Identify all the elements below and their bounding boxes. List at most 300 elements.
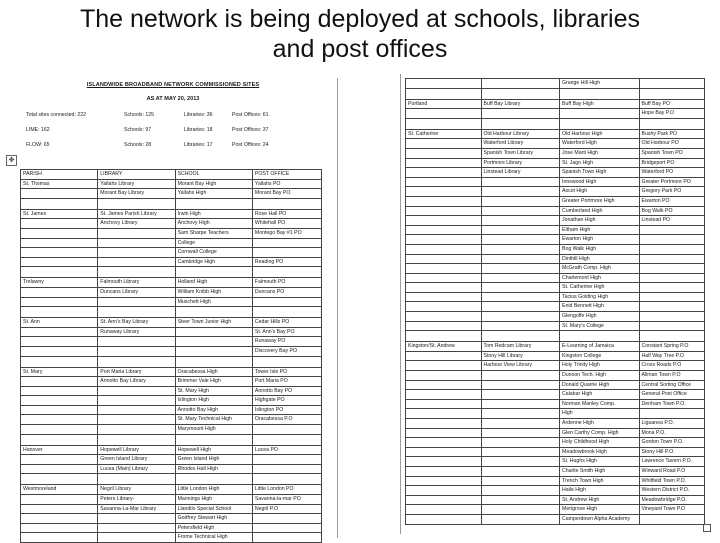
table-row	[21, 179, 322, 189]
table-cell	[406, 495, 482, 505]
table-cell: Waterford Library	[481, 139, 560, 149]
table-cell	[21, 337, 98, 347]
table-row	[406, 495, 705, 505]
table-cell	[406, 505, 482, 515]
table-cell: St. James Parish Library	[98, 209, 175, 219]
sites-table-left-body	[21, 179, 322, 542]
column-header-library: LIBRARY	[98, 170, 175, 180]
table-cell: Brimmer Vale High	[175, 377, 252, 387]
table-cell	[481, 331, 560, 342]
table-cell	[639, 331, 704, 342]
table-cell: Spanish Town High	[560, 168, 640, 178]
table-cell: Negril Library	[98, 485, 175, 495]
table-cell: Hopewell Library	[98, 445, 175, 455]
stat-lime: LIME: 162	[26, 126, 50, 133]
table-cell	[21, 523, 98, 533]
table-row	[406, 292, 705, 302]
table-cell	[21, 415, 98, 425]
table-row	[21, 514, 322, 524]
table-cell	[406, 79, 482, 89]
table-cell	[98, 356, 175, 367]
table-cell: Trench Town High	[560, 476, 640, 486]
table-cell	[406, 331, 482, 342]
table-cell	[481, 88, 560, 99]
table-cell: Yallahs Library	[98, 179, 175, 189]
column-header-parish: PARISH	[21, 170, 98, 180]
table-row	[406, 447, 705, 457]
table-row	[21, 377, 322, 387]
table-cell	[175, 474, 252, 485]
table-cell	[639, 225, 704, 235]
table-cell	[406, 409, 482, 419]
table-cell	[639, 409, 704, 419]
stat-libraries: Libraries: 17	[184, 141, 213, 148]
table-cell: Buff Bay High	[560, 99, 640, 109]
table-cell	[252, 455, 321, 465]
table-row	[406, 139, 705, 149]
table-cell: Ewarton High	[560, 235, 640, 245]
table-row	[406, 505, 705, 515]
table-row	[21, 318, 322, 328]
table-cell	[21, 386, 98, 396]
table-cell: Anchovy High	[175, 219, 252, 229]
table-cell	[21, 425, 98, 435]
table-cell	[98, 523, 175, 533]
table-row	[21, 219, 322, 229]
table-cell: Montego Bay #1 PO	[252, 228, 321, 238]
table-cell: William Knibb High	[175, 287, 252, 297]
table-cell	[481, 206, 560, 216]
left-page-edge	[337, 78, 338, 538]
table-row	[21, 307, 322, 318]
table-cell	[406, 196, 482, 206]
table-cell: Port Maria Library	[98, 367, 175, 377]
table-cell: Tower Isle PO	[252, 367, 321, 377]
table-row	[406, 273, 705, 283]
table-cell: Annotto Bay PO	[252, 386, 321, 396]
table-cell: Morant Bay High	[175, 179, 252, 189]
table-cell	[406, 302, 482, 312]
table-cell	[481, 399, 560, 409]
table-cell: Falmouth PO	[252, 278, 321, 288]
table-cell: Tom Redcam Library	[481, 342, 560, 352]
table-cell: Greater Portmore High	[560, 196, 640, 206]
table-cell	[481, 292, 560, 302]
table-cell: Grange Hill High	[560, 79, 640, 89]
table-row	[21, 425, 322, 435]
table-cell: St. Catherine High	[560, 283, 640, 293]
table-cell	[406, 447, 482, 457]
table-row	[21, 189, 322, 199]
table-cell: Whitehall PO	[252, 219, 321, 229]
table-cell	[252, 356, 321, 367]
table-row	[406, 331, 705, 342]
table-cell	[175, 356, 252, 367]
table-resize-handle[interactable]	[703, 524, 711, 532]
table-cell	[481, 514, 560, 524]
table-cell: Lucea PO	[252, 445, 321, 455]
table-cell	[406, 428, 482, 438]
table-row	[21, 356, 322, 367]
table-cell: Duncans Library	[98, 287, 175, 297]
table-cell: Portmore Library	[481, 158, 560, 168]
table-cell: Waterford High	[560, 139, 640, 149]
table-cell	[481, 466, 560, 476]
table-cell	[481, 254, 560, 264]
table-cell: St. Ann's Bay PO	[252, 327, 321, 337]
table-cell	[481, 447, 560, 457]
table-cell	[406, 254, 482, 264]
table-cell	[98, 248, 175, 258]
table-cell	[252, 533, 321, 543]
table-move-handle-icon[interactable]: ✥	[6, 155, 17, 166]
stats-row-flow	[14, 137, 332, 152]
table-cell	[481, 428, 560, 438]
table-cell: Highgate PO	[252, 396, 321, 406]
table-row	[21, 346, 322, 356]
table-cell: Hopewell High	[175, 445, 252, 455]
table-cell	[175, 337, 252, 347]
table-cell: Rose Hall PO	[252, 209, 321, 219]
stat-schools: Schools: 28	[124, 141, 152, 148]
table-cell	[639, 273, 704, 283]
table-cell: Morant Bay PO	[252, 189, 321, 199]
table-cell	[98, 405, 175, 415]
table-cell: Cross Roads P.O	[639, 361, 704, 371]
table-row	[406, 419, 705, 429]
table-cell	[481, 312, 560, 322]
table-row	[21, 474, 322, 485]
table-row	[21, 533, 322, 543]
table-row	[21, 445, 322, 455]
table-cell	[406, 438, 482, 448]
table-cell	[406, 187, 482, 197]
table-cell	[21, 238, 98, 248]
table-row	[21, 386, 322, 396]
table-cell	[481, 235, 560, 245]
table-cell: Annotto Bay High	[175, 405, 252, 415]
table-cell	[175, 307, 252, 318]
table-cell: Savanna-La-Mar Library	[98, 504, 175, 514]
table-cell	[481, 495, 560, 505]
table-cell: McGrath Comp. High	[560, 264, 640, 274]
stat-post-offices: Post Offices: 61	[232, 111, 269, 118]
table-cell: St. Thomas	[21, 179, 98, 189]
table-cell	[98, 238, 175, 248]
table-cell: Mona P.O.	[639, 428, 704, 438]
stat-post-offices: Post Offices: 37	[232, 126, 269, 133]
table-cell: Norman Manley Comp.	[560, 399, 640, 409]
table-cell	[481, 118, 560, 129]
table-cell: Holy Trinity High	[560, 361, 640, 371]
table-cell: Denham Town P.O.	[639, 399, 704, 409]
table-cell	[98, 198, 175, 209]
table-cell: Lucea (Main) Library	[98, 464, 175, 474]
table-cell: General Post Office	[639, 390, 704, 400]
table-cell: Marymount High	[175, 425, 252, 435]
table-cell	[481, 187, 560, 197]
table-cell: Ascot High	[560, 187, 640, 197]
table-row	[406, 409, 705, 419]
table-cell	[252, 238, 321, 248]
table-cell	[406, 321, 482, 331]
document-date: AS AT MAY 20, 2013	[146, 96, 200, 102]
table-cell	[639, 254, 704, 264]
table-cell: Winward Road P.O	[639, 466, 704, 476]
table-cell: Whitfield Town P.O.	[639, 476, 704, 486]
table-cell	[175, 267, 252, 278]
table-cell	[21, 455, 98, 465]
table-cell	[21, 405, 98, 415]
table-cell	[639, 514, 704, 524]
table-cell	[481, 371, 560, 381]
table-cell	[21, 504, 98, 514]
table-cell: High	[560, 409, 640, 419]
table-cell	[406, 292, 482, 302]
table-cell	[481, 486, 560, 496]
table-cell: Bog Walk High	[560, 244, 640, 254]
table-row	[21, 238, 322, 248]
table-row	[406, 476, 705, 486]
table-header-row	[21, 170, 322, 180]
table-cell	[21, 327, 98, 337]
right-page-edge	[400, 74, 401, 534]
table-cell: Haile High	[560, 486, 640, 496]
table-cell: Little London High	[175, 485, 252, 495]
table-cell	[406, 148, 482, 158]
table-cell: Western District P.O.	[639, 486, 704, 496]
table-cell: Glen Carthy Comp. High	[560, 428, 640, 438]
table-cell	[481, 457, 560, 467]
table-cell	[406, 88, 482, 99]
table-row	[21, 198, 322, 209]
table-row	[406, 302, 705, 312]
table-cell	[481, 390, 560, 400]
table-cell: Islington High	[175, 396, 252, 406]
table-cell: Yallahs PO	[252, 179, 321, 189]
table-row	[21, 396, 322, 406]
table-row	[21, 415, 322, 425]
table-cell	[21, 198, 98, 209]
table-cell: Petersfield High	[175, 523, 252, 533]
slide-title	[0, 4, 720, 64]
table-cell: Donald Quarrie High	[560, 380, 640, 390]
table-cell	[406, 109, 482, 119]
table-cell: St. James	[21, 209, 98, 219]
table-cell	[481, 79, 560, 89]
slide-title-line-1: The network is being deployed at schools, libraries	[79, 5, 641, 33]
table-row	[21, 455, 322, 465]
table-row	[406, 486, 705, 496]
table-row	[406, 380, 705, 390]
table-cell	[560, 118, 640, 129]
table-cell	[21, 257, 98, 267]
table-cell: Ewarton PO	[639, 196, 704, 206]
table-cell: Reading PO	[252, 257, 321, 267]
table-cell: Hope Bay P.O	[639, 109, 704, 119]
table-row	[406, 342, 705, 352]
table-cell: Liguanea P.O.	[639, 419, 704, 429]
table-cell: Enid Bennett High	[560, 302, 640, 312]
table-row	[21, 504, 322, 514]
table-cell	[252, 425, 321, 435]
table-cell: Morant Bay Library	[98, 189, 175, 199]
table-cell: Harbour View Library	[481, 361, 560, 371]
table-cell	[21, 396, 98, 406]
stats-row-lime	[14, 122, 332, 137]
table-cell	[560, 109, 640, 119]
table-cell	[481, 283, 560, 293]
table-row	[406, 168, 705, 178]
table-cell	[98, 297, 175, 307]
table-cell	[175, 198, 252, 209]
table-cell	[21, 297, 98, 307]
table-cell	[252, 248, 321, 258]
table-cell: St. Catherine	[406, 129, 482, 139]
sites-table-left	[20, 169, 322, 543]
table-cell	[481, 244, 560, 254]
table-cell: Little London PO	[252, 485, 321, 495]
table-cell	[21, 514, 98, 524]
table-row	[406, 118, 705, 129]
table-cell	[98, 514, 175, 524]
table-cell	[406, 216, 482, 226]
table-row	[406, 129, 705, 139]
table-cell	[98, 337, 175, 347]
table-cell	[21, 533, 98, 543]
table-cell	[21, 377, 98, 387]
table-cell	[406, 380, 482, 390]
table-cell: St. Jago High	[560, 158, 640, 168]
table-cell: Old Harbour High	[560, 129, 640, 139]
table-row	[406, 216, 705, 226]
table-cell	[406, 206, 482, 216]
table-cell: Buff Bay PO	[639, 99, 704, 109]
table-cell	[406, 361, 482, 371]
table-cell	[639, 244, 704, 254]
table-cell	[21, 267, 98, 278]
table-cell: Cornwall College	[175, 248, 252, 258]
table-cell	[98, 386, 175, 396]
table-cell	[481, 216, 560, 226]
table-cell: Duncans PO	[252, 287, 321, 297]
table-cell: Bridgeport PO	[639, 158, 704, 168]
table-cell: Westmoreland	[21, 485, 98, 495]
table-row	[406, 158, 705, 168]
table-cell	[252, 307, 321, 318]
table-cell	[406, 235, 482, 245]
table-cell	[481, 177, 560, 187]
table-cell: Steer Town Junior High	[175, 318, 252, 328]
table-cell	[21, 228, 98, 238]
table-cell: Spanish Town Library	[481, 148, 560, 158]
table-row	[406, 254, 705, 264]
table-cell	[639, 312, 704, 322]
table-cell: Holy Childhood High	[560, 438, 640, 448]
table-row	[406, 428, 705, 438]
table-cell: Cedar Hills PO	[252, 318, 321, 328]
table-cell: St. Mary Technical High	[175, 415, 252, 425]
table-cell	[406, 514, 482, 524]
table-row	[406, 196, 705, 206]
table-cell	[406, 371, 482, 381]
table-cell: Oracabessa High	[175, 367, 252, 377]
table-cell: Kingston College	[560, 351, 640, 361]
table-row	[21, 248, 322, 258]
table-cell	[98, 415, 175, 425]
table-cell: Jose Marti High	[560, 148, 640, 158]
table-cell	[406, 457, 482, 467]
table-cell: Stony Hill P.O.	[639, 447, 704, 457]
table-cell: Jonathan High	[560, 216, 640, 226]
table-cell	[481, 380, 560, 390]
table-cell: Spanish Town PO	[639, 148, 704, 158]
table-cell: Savanna-la-mar PO	[252, 495, 321, 505]
table-cell	[252, 474, 321, 485]
table-cell: Eltham High	[560, 225, 640, 235]
table-cell	[481, 505, 560, 515]
table-cell: Buff Bay Library	[481, 99, 560, 109]
slide-title-line-2: and post offices	[272, 35, 448, 63]
table-row	[406, 514, 705, 524]
table-row	[406, 312, 705, 322]
table-cell: St. Andrew High	[560, 495, 640, 505]
table-cell	[481, 321, 560, 331]
table-cell	[639, 292, 704, 302]
table-cell: St. Ann	[21, 318, 98, 328]
table-cell: Muschett High	[175, 297, 252, 307]
table-row	[21, 297, 322, 307]
stat-total-sites: Total sites connected: 222	[26, 111, 86, 118]
summary-stats	[14, 107, 332, 152]
table-cell: E-Learning of Jamaica	[560, 342, 640, 352]
table-cell: Cumberland High	[560, 206, 640, 216]
table-cell	[252, 297, 321, 307]
table-row	[406, 283, 705, 293]
table-row	[21, 337, 322, 347]
table-cell	[21, 219, 98, 229]
stat-schools: Schools: 97	[124, 126, 152, 133]
table-cell: Meadowbridge P.O.	[639, 495, 704, 505]
table-cell: Green Island Library	[98, 455, 175, 465]
table-cell	[21, 464, 98, 474]
table-cell: Irwin High	[175, 209, 252, 219]
table-cell	[98, 533, 175, 543]
table-cell: Allman Town P.O	[639, 371, 704, 381]
table-cell: Innswood High	[560, 177, 640, 187]
table-cell: Godfrey Stewart High	[175, 514, 252, 524]
table-cell	[21, 307, 98, 318]
table-row	[406, 206, 705, 216]
table-cell	[21, 474, 98, 485]
table-cell: Llandilo Special School	[175, 504, 252, 514]
table-cell	[639, 283, 704, 293]
table-cell: Tacius Golding High	[560, 292, 640, 302]
table-cell	[481, 109, 560, 119]
table-cell	[21, 189, 98, 199]
table-row	[406, 361, 705, 371]
stat-post-offices: Post Offices: 24	[232, 141, 269, 148]
table-cell: Runaway PO	[252, 337, 321, 347]
table-cell: Yallahs High	[175, 189, 252, 199]
table-row	[406, 177, 705, 187]
table-cell: Ardenne High	[560, 419, 640, 429]
table-cell	[639, 79, 704, 89]
table-row	[406, 438, 705, 448]
table-row	[21, 287, 322, 297]
table-cell	[406, 466, 482, 476]
table-cell: St. Mary	[21, 367, 98, 377]
